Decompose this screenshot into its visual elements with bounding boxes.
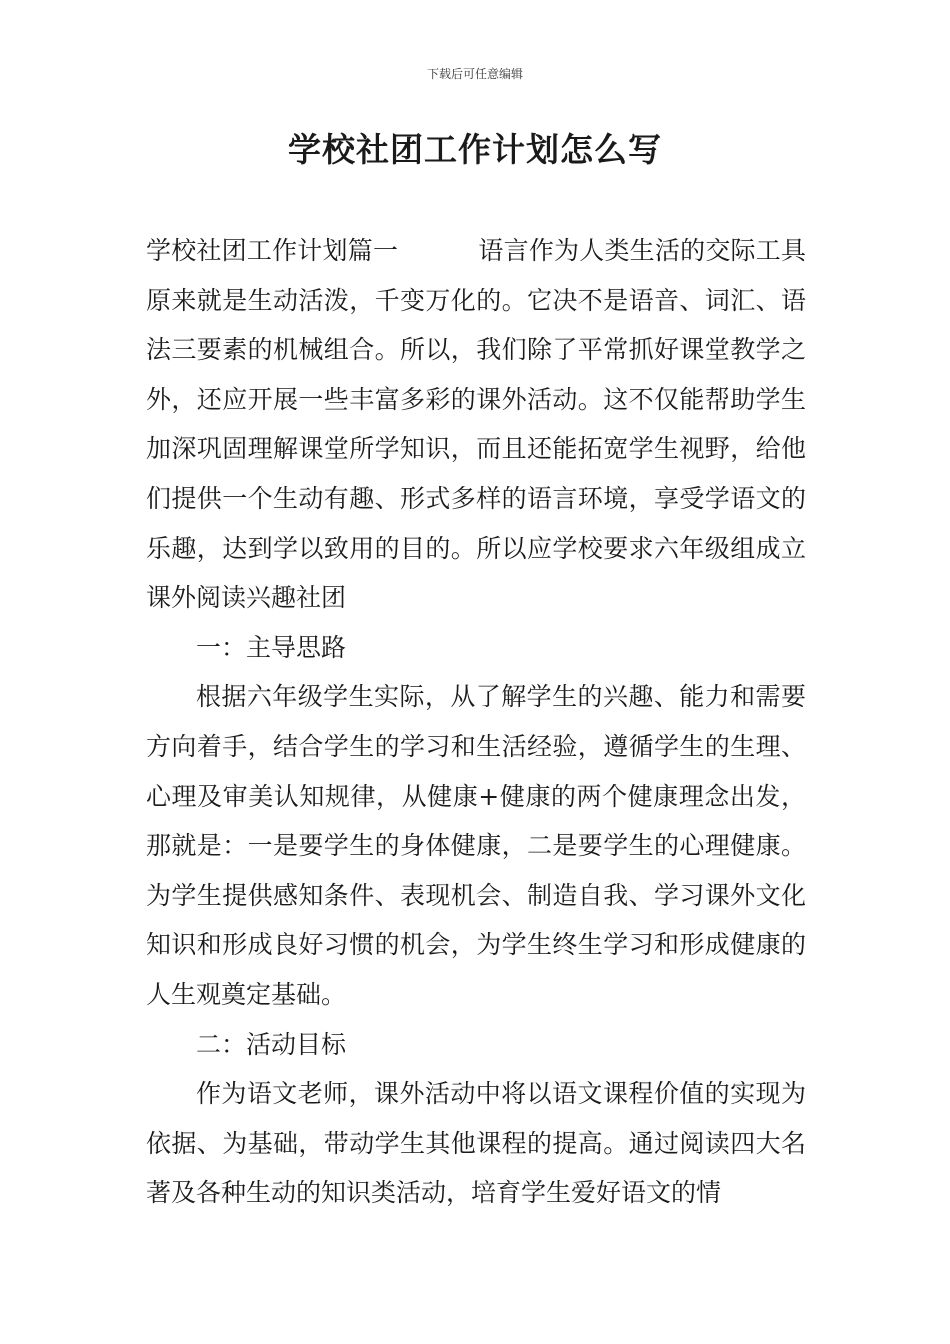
intro-text: 语言作为人类生活的交际工具原来就是生动活泼，千变万化的。它决不是语音、词汇、语法三要素的机械组合。所以，我们除了平常抓好课堂教学之外，还应开展一些丰富多彩的课外活动。这不仅能帮助学生加深巩固理解课堂所学知识，而且还能拓宽学生视野，给他们提供一个生动有趣、形式多样的语言环境，享受学语文的乐趣，达到学以致用的目的。所以应学校要求六年级组成立课外阅读兴趣社团 bbox=[146, 236, 806, 613]
section-1-paragraph: 根据六年级学生实际，从了解学生的兴趣、能力和需要方向着手，结合学生的学习和生活经验，遵循学生的生理、心理及审美认知规律，从健康+健康的两个健康理念出发，那就是：一是要学生的身体健康，二是要学生的心理健康。为学生提供感知条件、表现机会、制造自我、学习课外文化知识和形成良好习惯的机会，为学生终生学习和形成健康的人生观奠定基础。 bbox=[146, 682, 806, 1009]
section-2-heading: 二：活动目标 bbox=[196, 1029, 347, 1059]
document-title: 学校社团工作计划怎么写 bbox=[288, 130, 662, 169]
section-1-heading: 一：主导思路 bbox=[196, 632, 347, 662]
header-note: 下载后可任意编辑 bbox=[426, 67, 523, 81]
document-body bbox=[146, 226, 806, 1218]
intro-paragraph bbox=[146, 226, 806, 623]
section-2-paragraph: 作为语文老师，课外活动中将以语文课程价值的实现为依据、为基础，带动学生其他课程的提高。通过阅读四大名著及各种生动的知识类活动，培育学生爱好语文的情 bbox=[146, 1079, 806, 1208]
intro-lead: 学校社团工作计划篇一 bbox=[146, 236, 399, 265]
